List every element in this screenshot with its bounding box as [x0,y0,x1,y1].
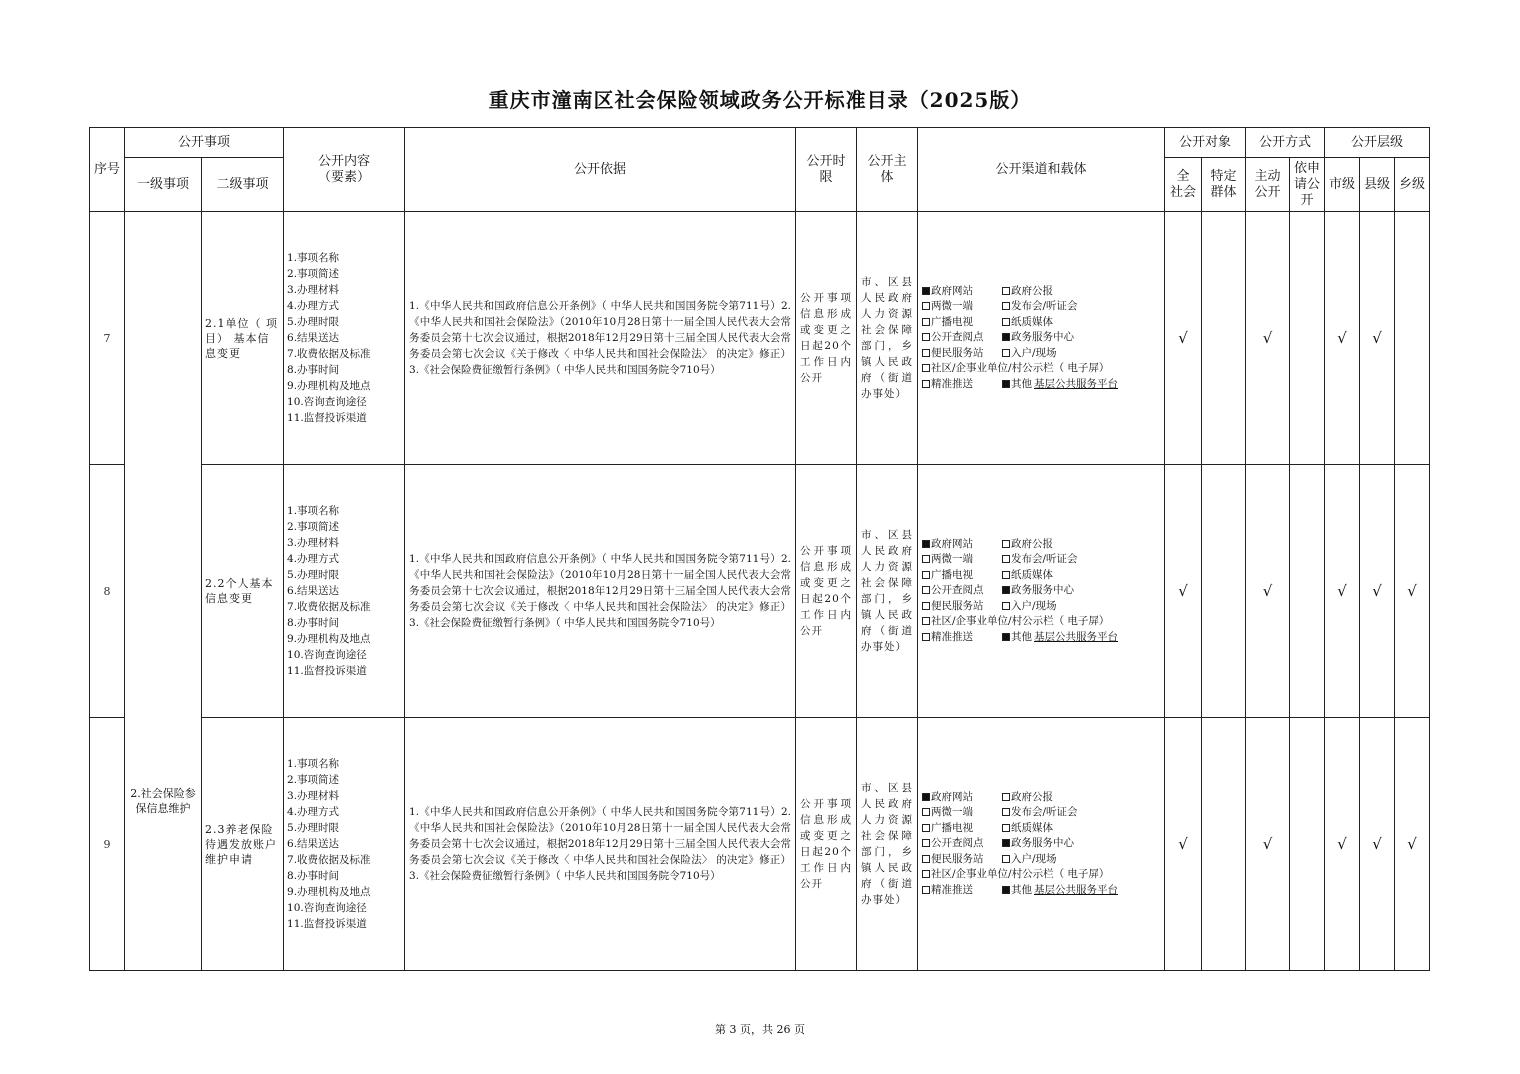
checkbox-empty-icon [1002,302,1010,310]
header-seq: 序号 [90,128,125,212]
checkbox-checked-icon [1002,380,1010,388]
channel-cell: 政府网站 政府公报 两微一端 发布会/听证会 广播电视 纸质媒体 公开查阅点 政务服务中心 便民服务站 入户/现场 社区/企事业单位/村公示栏（ 电子屏） 精准推送 其他 基层公共服务平台 [918,212,1165,465]
basis-cell: 1.《中华人民共和国政府信息公开条例》（ 中华人民共和国国务院令第711号）2.《中华人民共和国社会保险法》（2010年10月28日第十一届全国人民代表大会常务委员会第十七次会议通过，根据2018年12月29日第十三届全国人民代表大会常务委员会第七次会议《关于修改〈 中华人民共和国社会保险法〉 的决定》修正）3.《社会保险费征缴暂行条例》（ 中华人民共和国国务院令710号） [405,212,796,465]
deadline-cell: 公开事项信息形成或变更之日起20个工作日内公开 [796,718,857,971]
row-seq: 7 [90,212,125,465]
check-all-society: √ [1165,465,1202,718]
checkbox-empty-icon [922,617,930,625]
channel-cell: 政府网站 政府公报 两微一端 发布会/听证会 广播电视 纸质媒体 公开查阅点 政务服务中心 便民服务站 入户/现场 社区/企事业单位/村公示栏（ 电子屏） 精准推送 其他 基层公共服务平台 [918,718,1165,971]
checkbox-empty-icon [922,886,930,894]
checkbox-empty-icon [922,302,930,310]
catalog-table [89,127,1430,971]
header-deadline: 公开时 限 [796,128,857,212]
subject-cell: 市、区县人民政府人力资源社会保障部门，乡镇人民政府（街道办事处） [857,465,918,718]
channel-cell: 政府网站 政府公报 两微一端 发布会/听证会 广播电视 纸质媒体 公开查阅点 政务服务中心 便民服务站 入户/现场 社区/企事业单位/村公示栏（ 电子屏） 精准推送 其他 基层公共服务平台 [918,465,1165,718]
checkbox-empty-icon [922,633,930,641]
checkbox-checked-icon [922,287,930,295]
check-city: √ [1325,465,1360,718]
check-county: √ [1360,212,1395,465]
page-title: 重庆市潼南区社会保险领域政务公开标准目录（2025版） [488,88,1032,112]
header-target-all: 全 社会 [1165,158,1202,212]
checkbox-empty-icon [922,333,930,341]
checkbox-empty-icon [922,808,930,816]
checkbox-empty-icon [922,364,930,372]
level2-cell: 2.1单位（ 项目） 基本信息变更 [202,212,284,465]
checkbox-empty-icon [1002,602,1010,610]
checkbox-checked-icon [1002,633,1010,641]
checkbox-empty-icon [1002,540,1010,548]
check-active: √ [1246,465,1290,718]
header-level-county: 县级 [1360,158,1395,212]
header-level2: 二级事项 [202,158,284,212]
header-level-town: 乡级 [1395,158,1430,212]
basis-cell: 1.《中华人民共和国政府信息公开条例》（ 中华人民共和国国务院令第711号）2.《中华人民共和国社会保险法》（2010年10月28日第十一届全国人民代表大会常务委员会第十七次会议通过，根据2018年12月29日第十三届全国人民代表大会常务委员会第七次会议《关于修改〈 中华人民共和国社会保险法〉 的决定》修正）3.《社会保险费征缴暂行条例》（ 中华人民共和国国务院令710号） [405,465,796,718]
check-apply [1290,718,1325,971]
checkbox-empty-icon [1002,793,1010,801]
header-target-specific: 特定 群体 [1202,158,1246,212]
subject-cell: 市、区县人民政府人力资源社会保障部门，乡镇人民政府（街道办事处） [857,718,918,971]
checkbox-empty-icon [922,380,930,388]
content-cell: 1.事项名称 2.事项简述 3.办理材料 4.办理方式 5.办理时限 6.结果送达 7.收费依据及标准 8.办事时间 9.办理机构及地点 10.咨询查询途径 11.监督投诉渠道 [284,465,405,718]
page-footer: 第 3 页，共 26 页 [715,1023,805,1036]
checkbox-empty-icon [922,571,930,579]
checkbox-empty-icon [1002,808,1010,816]
header-target: 公开对象 [1165,128,1246,158]
checkbox-checked-icon [1002,839,1010,847]
check-apply [1290,465,1325,718]
checkbox-empty-icon [922,870,930,878]
level1-label: 2.社会保险参保信息维护 [130,787,196,815]
check-town: √ [1395,718,1430,971]
level2-cell: 2.2个人基本信息变更 [202,465,284,718]
header-subject: 公开主 体 [857,128,918,212]
content-cell: 1.事项名称 2.事项简述 3.办理材料 4.办理方式 5.办理时限 6.结果送达 7.收费依据及标准 8.办事时间 9.办理机构及地点 10.咨询查询途径 11.监督投诉渠道 [284,718,405,971]
table-row [90,465,1430,718]
deadline-cell: 公开事项信息形成或变更之日起20个工作日内公开 [796,212,857,465]
checkbox-empty-icon [1002,571,1010,579]
checkbox-empty-icon [1002,349,1010,357]
header-method-apply: 依申 请公 开 [1290,158,1325,212]
checkbox-empty-icon [1002,318,1010,326]
header-method: 公开方式 [1246,128,1325,158]
checkbox-empty-icon [922,555,930,563]
check-all-society: √ [1165,212,1202,465]
checkbox-checked-icon [1002,586,1010,594]
header-item-group: 公开事项 [125,128,284,158]
header-level: 公开层级 [1325,128,1430,158]
check-active: √ [1246,718,1290,971]
row-seq: 8 [90,465,125,718]
checkbox-checked-icon [922,540,930,548]
header-level-city: 市级 [1325,158,1360,212]
check-town: √ [1395,465,1430,718]
check-county: √ [1360,465,1395,718]
checkbox-empty-icon [922,349,930,357]
checkbox-empty-icon [922,602,930,610]
basis-cell: 1.《中华人民共和国政府信息公开条例》（ 中华人民共和国国务院令第711号）2.《中华人民共和国社会保险法》（2010年10月28日第十一届全国人民代表大会常务委员会第十七次会议通过，根据2018年12月29日第十三届全国人民代表大会常务委员会第七次会议《关于修改〈 中华人民共和国社会保险法〉 的决定》修正）3.《社会保险费征缴暂行条例》（ 中华人民共和国国务院令710号） [405,718,796,971]
check-apply [1290,212,1325,465]
check-active: √ [1246,212,1290,465]
header-level1: 一级事项 [125,158,202,212]
level1-cell [125,212,202,971]
deadline-cell: 公开事项信息形成或变更之日起20个工作日内公开 [796,465,857,718]
subject-cell: 市、区县人民政府人力资源社会保障部门，乡镇人民政府（街道办事处） [857,212,918,465]
checkbox-empty-icon [922,318,930,326]
checkbox-checked-icon [922,793,930,801]
check-city: √ [1325,212,1360,465]
checkbox-empty-icon [922,839,930,847]
header-channel: 公开渠道和载体 [918,128,1165,212]
checkbox-checked-icon [1002,886,1010,894]
checkbox-empty-icon [1002,855,1010,863]
header-basis: 公开依据 [405,128,796,212]
level2-cell: 2.3养老保险待遇发放账户维护申请 [202,718,284,971]
check-specific [1202,718,1246,971]
checkbox-empty-icon [922,586,930,594]
content-cell: 1.事项名称 2.事项简述 3.办理材料 4.办理方式 5.办理时限 6.结果送达 7.收费依据及标准 8.办事时间 9.办理机构及地点 10.咨询查询途径 11.监督投诉渠道 [284,212,405,465]
checkbox-empty-icon [1002,555,1010,563]
row-seq: 9 [90,718,125,971]
checkbox-empty-icon [1002,287,1010,295]
check-specific [1202,465,1246,718]
checkbox-empty-icon [922,824,930,832]
check-town [1395,212,1430,465]
check-county: √ [1360,718,1395,971]
header-method-active: 主动 公开 [1246,158,1290,212]
check-all-society: √ [1165,718,1202,971]
checkbox-empty-icon [1002,824,1010,832]
table-row [90,718,1430,971]
checkbox-checked-icon [1002,333,1010,341]
header-content: 公开内容 （要素） [284,128,405,212]
check-specific [1202,212,1246,465]
check-city: √ [1325,718,1360,971]
table-row [90,212,1430,465]
checkbox-empty-icon [922,855,930,863]
